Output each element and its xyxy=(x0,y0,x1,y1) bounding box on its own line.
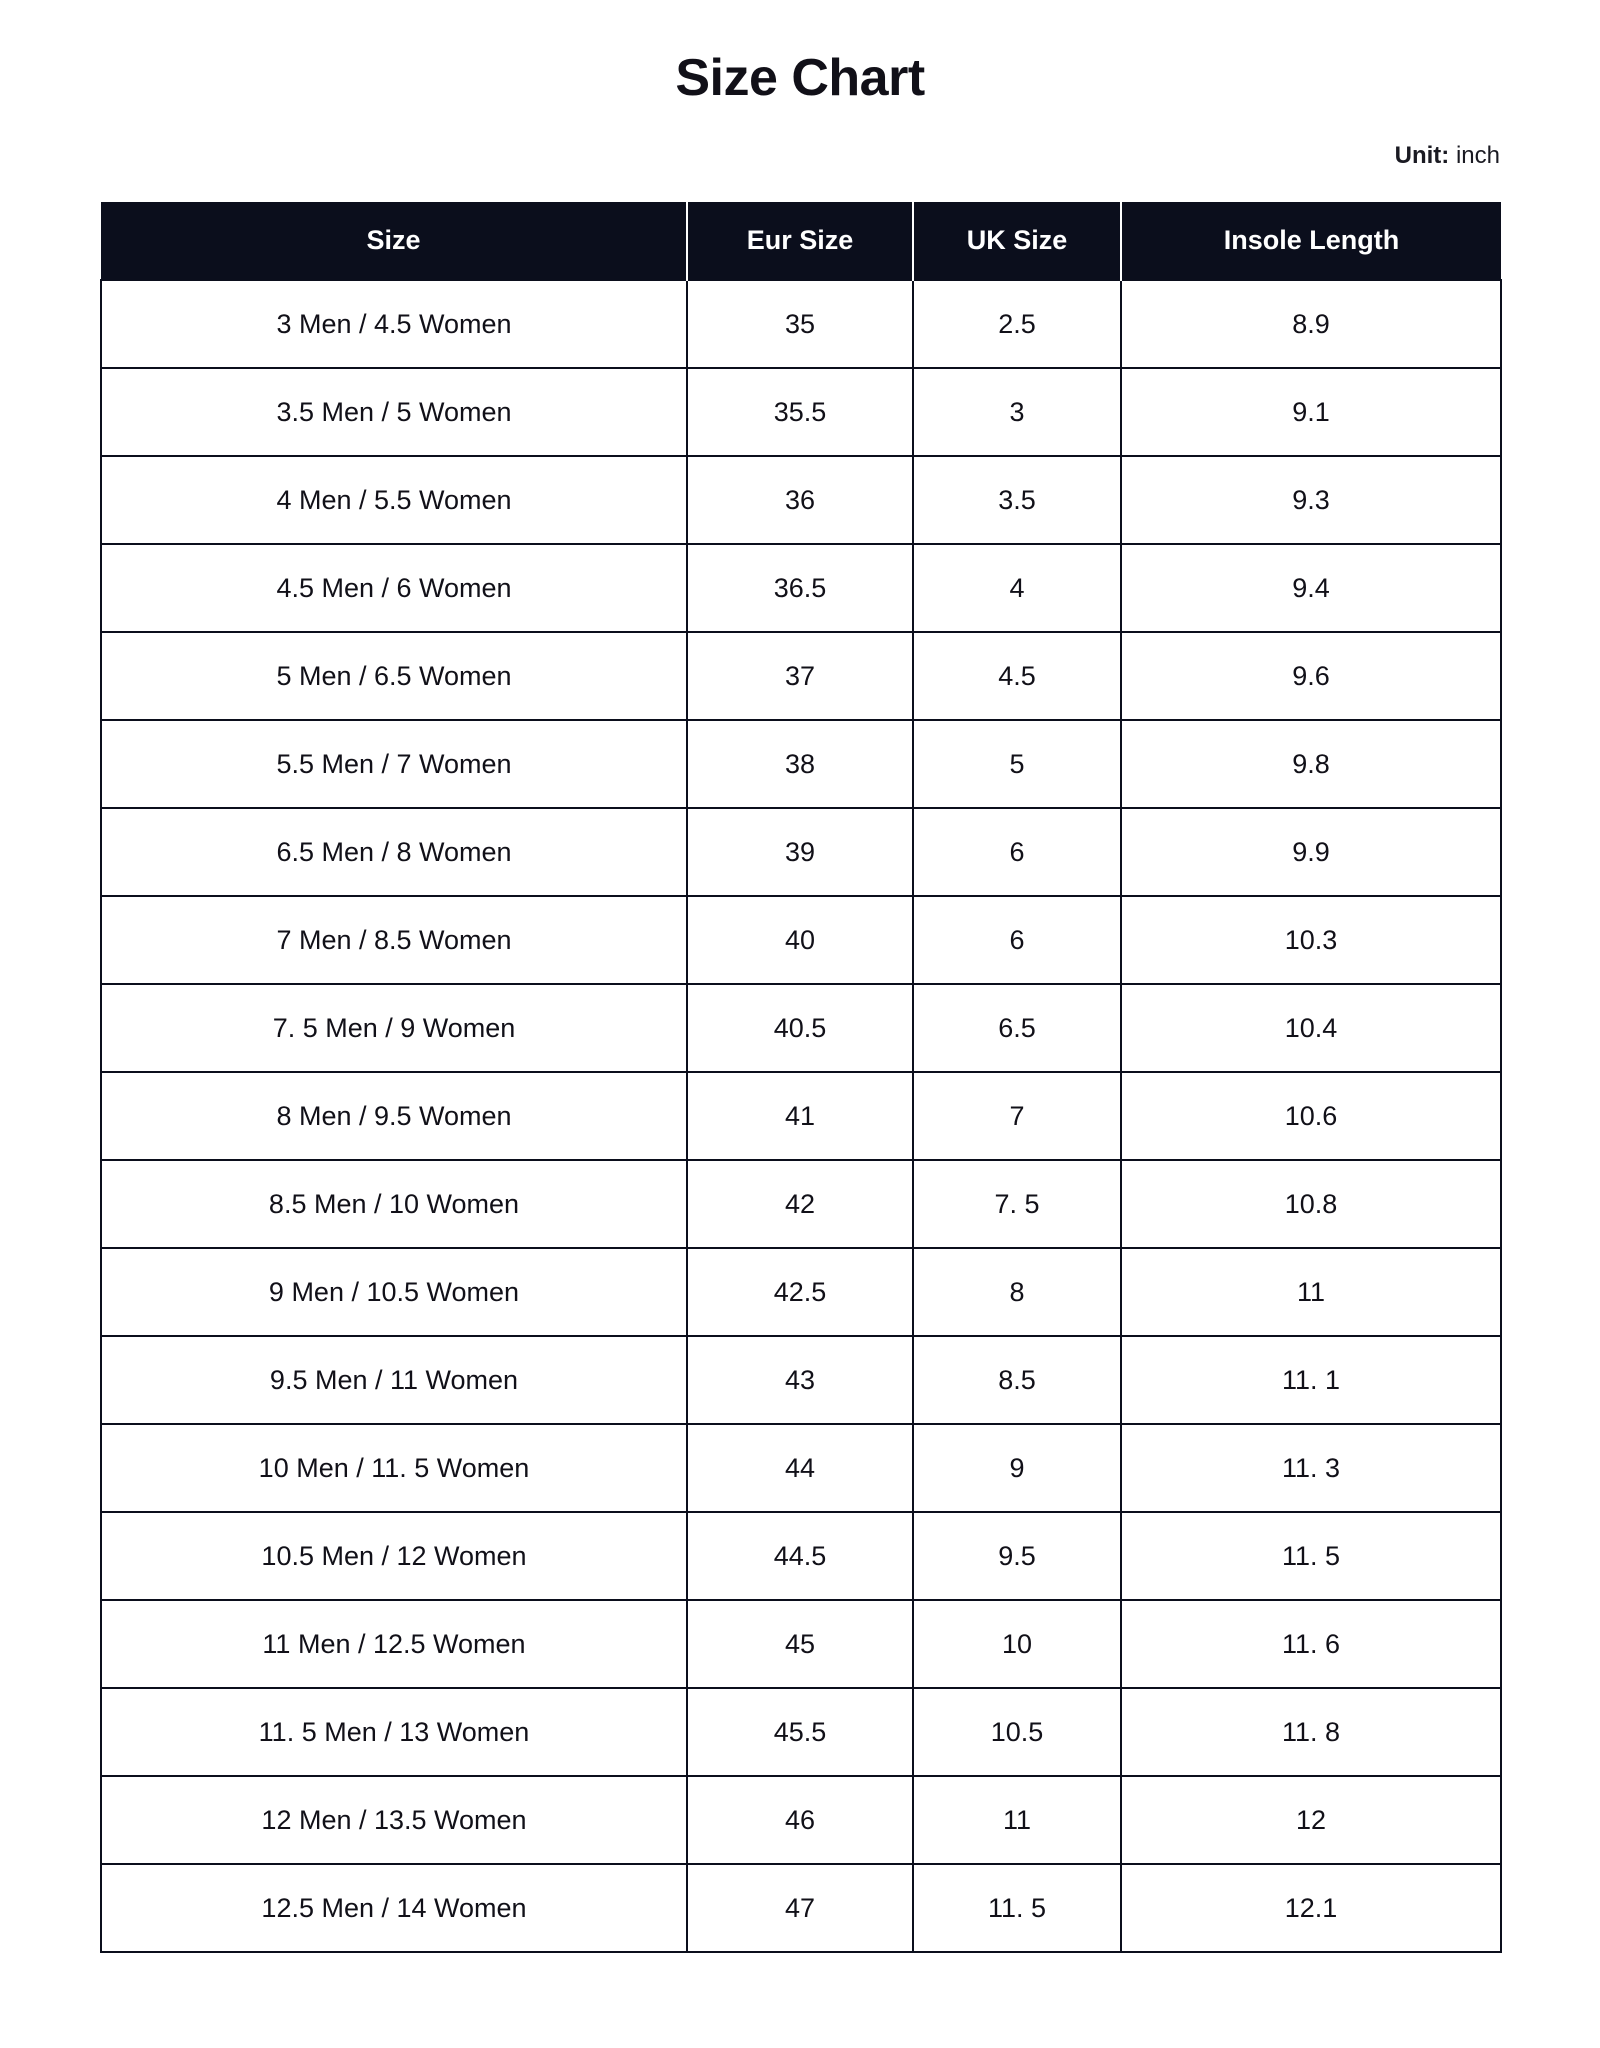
cell-size: 3.5 Men / 5 Women xyxy=(101,368,687,456)
cell-insole-length: 10.6 xyxy=(1121,1072,1501,1160)
table-row xyxy=(101,544,1501,632)
cell-uk-size: 3.5 xyxy=(913,456,1121,544)
cell-insole-length: 9.3 xyxy=(1121,456,1501,544)
column-header-uk-size: UK Size xyxy=(913,202,1121,280)
cell-insole-length: 11. 3 xyxy=(1121,1424,1501,1512)
table-row xyxy=(101,632,1501,720)
cell-eur-size: 41 xyxy=(687,1072,913,1160)
unit-note xyxy=(0,108,1600,170)
cell-eur-size: 47 xyxy=(687,1864,913,1952)
cell-eur-size: 46 xyxy=(687,1776,913,1864)
cell-insole-length: 9.9 xyxy=(1121,808,1501,896)
cell-insole-length: 12.1 xyxy=(1121,1864,1501,1952)
cell-eur-size: 36.5 xyxy=(687,544,913,632)
column-header-insole-length: Insole Length xyxy=(1121,202,1501,280)
cell-size: 7. 5 Men / 9 Women xyxy=(101,984,687,1072)
cell-size: 11 Men / 12.5 Women xyxy=(101,1600,687,1688)
table-row xyxy=(101,720,1501,808)
cell-insole-length: 11. 8 xyxy=(1121,1688,1501,1776)
cell-eur-size: 42.5 xyxy=(687,1248,913,1336)
cell-insole-length: 10.3 xyxy=(1121,896,1501,984)
table-row xyxy=(101,280,1501,368)
table-row xyxy=(101,984,1501,1072)
cell-eur-size: 35.5 xyxy=(687,368,913,456)
table-row xyxy=(101,1512,1501,1600)
cell-uk-size: 7. 5 xyxy=(913,1160,1121,1248)
cell-uk-size: 10.5 xyxy=(913,1688,1121,1776)
table-row xyxy=(101,456,1501,544)
cell-size: 7 Men / 8.5 Women xyxy=(101,896,687,984)
table-row xyxy=(101,368,1501,456)
cell-size: 6.5 Men / 8 Women xyxy=(101,808,687,896)
cell-eur-size: 43 xyxy=(687,1336,913,1424)
cell-size: 5.5 Men / 7 Women xyxy=(101,720,687,808)
cell-size: 8 Men / 9.5 Women xyxy=(101,1072,687,1160)
cell-eur-size: 44.5 xyxy=(687,1512,913,1600)
cell-size: 10 Men / 11. 5 Women xyxy=(101,1424,687,1512)
unit-label: Unit: xyxy=(1394,142,1450,169)
cell-size: 4 Men / 5.5 Women xyxy=(101,456,687,544)
cell-insole-length: 8.9 xyxy=(1121,280,1501,368)
cell-uk-size: 8 xyxy=(913,1248,1121,1336)
cell-insole-length: 9.6 xyxy=(1121,632,1501,720)
unit-value: inch xyxy=(1455,142,1500,169)
cell-uk-size: 4.5 xyxy=(913,632,1121,720)
table-row xyxy=(101,808,1501,896)
cell-uk-size: 9 xyxy=(913,1424,1121,1512)
cell-uk-size: 8.5 xyxy=(913,1336,1121,1424)
cell-eur-size: 39 xyxy=(687,808,913,896)
cell-uk-size: 11. 5 xyxy=(913,1864,1121,1952)
cell-size: 9 Men / 10.5 Women xyxy=(101,1248,687,1336)
cell-uk-size: 10 xyxy=(913,1600,1121,1688)
cell-eur-size: 38 xyxy=(687,720,913,808)
cell-uk-size: 11 xyxy=(913,1776,1121,1864)
table-row xyxy=(101,1160,1501,1248)
cell-eur-size: 45 xyxy=(687,1600,913,1688)
table-row xyxy=(101,896,1501,984)
table-header-row xyxy=(101,202,1501,280)
cell-size: 3 Men / 4.5 Women xyxy=(101,280,687,368)
cell-size: 10.5 Men / 12 Women xyxy=(101,1512,687,1600)
cell-size: 4.5 Men / 6 Women xyxy=(101,544,687,632)
column-header-eur-size: Eur Size xyxy=(687,202,913,280)
cell-insole-length: 10.4 xyxy=(1121,984,1501,1072)
page-title: Size Chart xyxy=(675,49,925,107)
cell-insole-length: 11 xyxy=(1121,1248,1501,1336)
table-row xyxy=(101,1072,1501,1160)
cell-eur-size: 37 xyxy=(687,632,913,720)
cell-insole-length: 9.4 xyxy=(1121,544,1501,632)
cell-eur-size: 35 xyxy=(687,280,913,368)
table-row xyxy=(101,1248,1501,1336)
table-body xyxy=(101,280,1501,1952)
cell-size: 12.5 Men / 14 Women xyxy=(101,1864,687,1952)
cell-uk-size: 6.5 xyxy=(913,984,1121,1072)
cell-insole-length: 11. 6 xyxy=(1121,1600,1501,1688)
cell-insole-length: 9.8 xyxy=(1121,720,1501,808)
cell-eur-size: 42 xyxy=(687,1160,913,1248)
table-row xyxy=(101,1424,1501,1512)
table-row xyxy=(101,1864,1501,1952)
cell-insole-length: 10.8 xyxy=(1121,1160,1501,1248)
table-row xyxy=(101,1336,1501,1424)
table-row xyxy=(101,1600,1501,1688)
cell-size: 5 Men / 6.5 Women xyxy=(101,632,687,720)
cell-insole-length: 11. 1 xyxy=(1121,1336,1501,1424)
size-table xyxy=(100,202,1502,1953)
cell-uk-size: 7 xyxy=(913,1072,1121,1160)
size-table-container xyxy=(100,202,1500,1953)
cell-size: 9.5 Men / 11 Women xyxy=(101,1336,687,1424)
cell-eur-size: 45.5 xyxy=(687,1688,913,1776)
cell-uk-size: 5 xyxy=(913,720,1121,808)
cell-uk-size: 3 xyxy=(913,368,1121,456)
table-row xyxy=(101,1776,1501,1864)
cell-eur-size: 36 xyxy=(687,456,913,544)
table-row xyxy=(101,1688,1501,1776)
cell-insole-length: 9.1 xyxy=(1121,368,1501,456)
cell-eur-size: 40 xyxy=(687,896,913,984)
cell-uk-size: 2.5 xyxy=(913,280,1121,368)
cell-insole-length: 12 xyxy=(1121,1776,1501,1864)
cell-uk-size: 4 xyxy=(913,544,1121,632)
cell-uk-size: 9.5 xyxy=(913,1512,1121,1600)
cell-uk-size: 6 xyxy=(913,808,1121,896)
column-header-size: Size xyxy=(101,202,687,280)
cell-size: 12 Men / 13.5 Women xyxy=(101,1776,687,1864)
cell-insole-length: 11. 5 xyxy=(1121,1512,1501,1600)
cell-size: 11. 5 Men / 13 Women xyxy=(101,1688,687,1776)
cell-size: 8.5 Men / 10 Women xyxy=(101,1160,687,1248)
cell-eur-size: 40.5 xyxy=(687,984,913,1072)
cell-uk-size: 6 xyxy=(913,896,1121,984)
table-header xyxy=(101,202,1501,280)
cell-eur-size: 44 xyxy=(687,1424,913,1512)
